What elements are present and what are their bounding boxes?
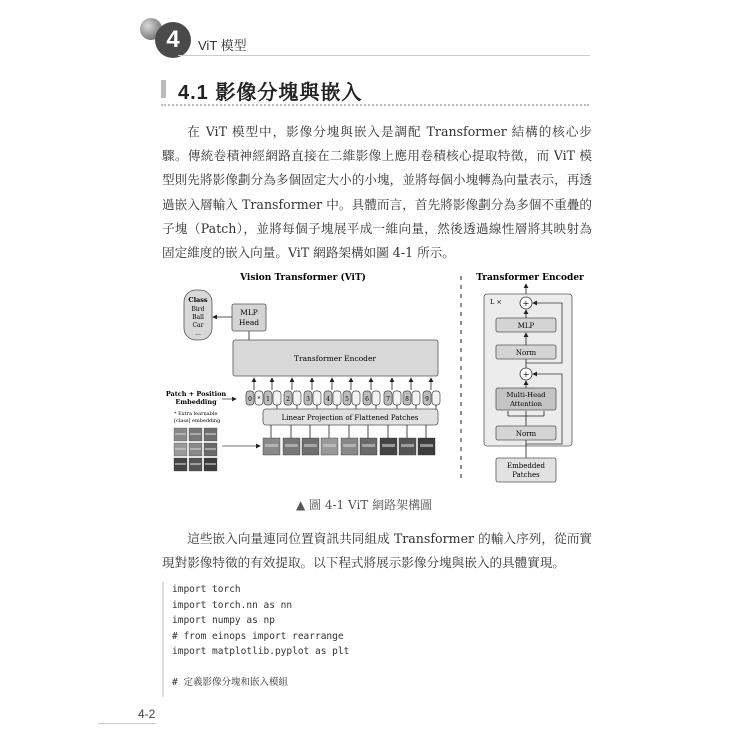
linear-projection-label: Linear Projection of Flattened Patches — [281, 414, 419, 422]
token-label: 1 — [266, 396, 270, 403]
image-patch — [263, 425, 280, 455]
embedding-token — [264, 378, 281, 409]
patch-embedding — [432, 391, 440, 405]
extra-note: [class] embedding — [174, 418, 221, 424]
code-line: # 定義影像分塊和嵌入模組 — [172, 677, 288, 688]
code-line: import torch — [172, 584, 241, 595]
token-label: 3 — [306, 396, 310, 403]
figure-caption: ▲ 圖 4-1 ViT 網路架構圖 — [296, 498, 433, 512]
repeat-label: L × — [490, 298, 502, 306]
image-patch — [418, 425, 435, 455]
patch-embedding — [273, 391, 281, 405]
extra-note: * Extra learnable — [174, 411, 218, 417]
encoder-norm-top-label: Norm — [515, 349, 537, 357]
patch-embedding — [333, 391, 341, 405]
class-item: Ball — [192, 314, 204, 321]
patch-embedding — [313, 391, 321, 405]
embedding-token — [246, 378, 263, 405]
image-patch — [380, 425, 397, 455]
vit-diagram — [160, 268, 590, 488]
chapter-title: ViT 模型 — [198, 38, 247, 53]
input-image-tile — [204, 443, 217, 456]
token-label: 9 — [425, 396, 429, 403]
left-diagram-title: Vision Transformer (ViT) — [240, 273, 366, 283]
embedding-token — [284, 378, 301, 409]
embedding-label: Embedding — [175, 398, 217, 406]
image-patch — [283, 425, 300, 455]
image-patch — [321, 425, 338, 455]
right-diagram-title: Transformer Encoder — [476, 273, 584, 283]
input-image-tile — [204, 428, 217, 441]
patch-embedding — [293, 391, 301, 405]
code-line — [172, 660, 592, 676]
attention-label: Multi-Head — [506, 391, 546, 399]
footer-divider — [98, 723, 156, 724]
image-patch — [360, 425, 377, 455]
input-image-tile — [204, 458, 217, 471]
embedding-token — [363, 378, 380, 409]
code-block — [162, 582, 592, 697]
token-label: 0 — [248, 396, 252, 403]
plus-symbol: + — [522, 299, 530, 308]
section-marker — [161, 80, 166, 98]
embedding-token — [384, 378, 401, 409]
token-label: 7 — [386, 396, 390, 403]
section-title: 4.1 影像分塊與嵌入 — [178, 82, 363, 104]
paragraph-intro — [162, 120, 592, 265]
patch-embedding — [352, 391, 360, 405]
class-item: Car — [192, 322, 204, 329]
page-number: 4-2 — [138, 707, 156, 721]
embedding-token — [343, 378, 360, 409]
token-label: 4 — [326, 396, 330, 403]
header-divider — [178, 55, 590, 56]
embedding-token — [324, 378, 341, 409]
class-item: ... — [195, 330, 201, 337]
code-line: import numpy as np — [172, 615, 275, 626]
chapter-number-badge: 4 — [155, 22, 191, 58]
image-patch — [399, 425, 416, 455]
embedded-patches-label: Patches — [512, 471, 540, 479]
mlp-head-label: Head — [238, 318, 260, 327]
encoder-mlp-label: MLP — [517, 322, 535, 330]
attention-label: Attention — [509, 400, 543, 408]
section-divider — [161, 104, 589, 106]
class-heading: Class — [188, 296, 208, 304]
patch-embedding — [412, 391, 420, 405]
input-image-tile — [189, 458, 202, 471]
embedding-label: Patch + Position — [165, 390, 227, 398]
class-token-marker: * — [257, 396, 261, 403]
embedding-token — [304, 378, 321, 409]
token-label: 6 — [365, 396, 369, 403]
patch-embedding — [393, 391, 401, 405]
input-image-tile — [189, 443, 202, 456]
code-line: import torch.nn as nn — [172, 599, 293, 611]
class-item: Bird — [191, 306, 205, 313]
embedding-token — [423, 378, 440, 409]
transformer-encoder-label: Transformer Encoder — [294, 354, 376, 363]
embedded-patches-label: Embedded — [507, 462, 545, 470]
patch-embedding — [372, 391, 380, 405]
code-line: # from einops import rearrange — [172, 630, 344, 642]
image-patch — [302, 425, 319, 455]
input-image-tile — [174, 458, 187, 471]
input-image-tile — [174, 428, 187, 441]
plus-symbol: + — [522, 370, 530, 379]
input-image-tile — [189, 428, 202, 441]
image-patch — [341, 425, 358, 455]
mlp-head-label: MLP — [240, 308, 258, 317]
paragraph-intro-text: 在 ViT 模型中，影像分塊與嵌入是調配 Transformer 結構的核心步驟。傳統卷積神經網路直接在二維影像上應用卷積核心提取特徵，而 ViT 模型則先將影像劃分為多個固定大小的小塊，並將每個小塊轉為向量表示，再透過嵌入層輸入 Transformer 中。具體而言，首先將影像劃分為多個不重疊的子塊（Patch），並將每個子塊展平成一維向量，然後透過線性層將其映射為固定維度的嵌入向量。ViT 網路架構如圖 4-1 所示。 — [162, 124, 592, 261]
embedding-token — [403, 378, 420, 409]
paragraph-followup — [162, 527, 592, 575]
input-image-tile — [174, 443, 187, 456]
vit-architecture-figure — [160, 268, 590, 488]
token-label: 2 — [286, 396, 290, 403]
code-line: import matplotlib.pyplot as plt — [172, 646, 350, 657]
paragraph-followup-text: 這些嵌入向量連同位置資訊共同組成 Transformer 的輸入序列，從而實現對影像特徵的有效提取。以下程式將展示影像分塊與嵌入的具體實現。 — [162, 531, 592, 571]
token-label: 8 — [405, 396, 409, 403]
encoder-norm-bottom-label: Norm — [515, 430, 537, 438]
token-label: 5 — [345, 396, 349, 403]
